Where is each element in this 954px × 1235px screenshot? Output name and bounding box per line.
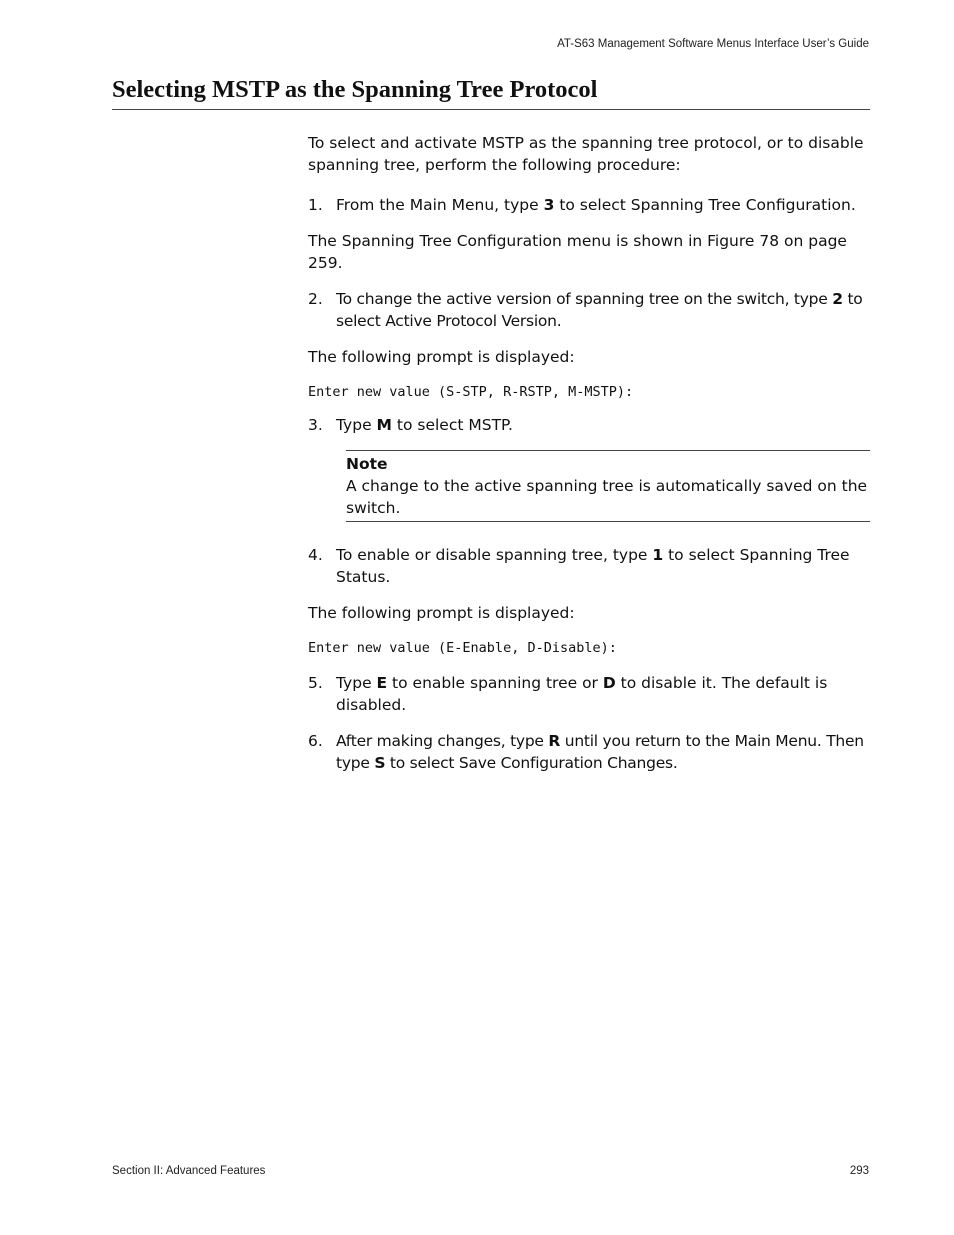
step-4	[308, 544, 870, 588]
step-number: 3.	[308, 416, 323, 434]
step-text: Type E to enable spanning tree or D to disable it. The default is disabled.	[336, 674, 828, 714]
step-6	[308, 730, 870, 774]
note-box	[346, 450, 870, 522]
footer-section: Section II: Advanced Features	[112, 1165, 266, 1177]
step-number: 5.	[308, 674, 323, 692]
step-2-detail: The following prompt is displayed:	[308, 348, 575, 366]
step-number: 6.	[308, 732, 323, 750]
step-text: To enable or disable spanning tree, type 1 to select Spanning Tree Status.	[336, 546, 850, 586]
step-number: 1.	[308, 196, 323, 214]
prompt-code-status: Enter new value (E-Enable, D-Disable):	[308, 640, 617, 656]
note-text: A change to the active spanning tree is automatically saved on the switch.	[346, 477, 868, 517]
title-rule	[112, 109, 870, 110]
note-label: Note	[346, 455, 388, 473]
step-text: From the Main Menu, type 3 to select Spanning Tree Configuration.	[336, 196, 856, 214]
content-body	[308, 132, 870, 774]
step-4-detail: The following prompt is displayed:	[308, 604, 575, 622]
step-text: After making changes, type R until you return to the Main Menu. Then type S to select Save Configuration Changes.	[336, 732, 864, 772]
step-2	[308, 288, 870, 332]
header-guide-title: AT-S63 Management Software Menus Interface User’s Guide	[557, 38, 869, 50]
step-number: 2.	[308, 290, 323, 308]
section-title: Selecting MSTP as the Spanning Tree Protocol	[112, 76, 598, 103]
intro-paragraph: To select and activate MSTP as the spanning tree protocol, or to disable spanning tree, perform the following procedure:	[308, 134, 864, 174]
step-3	[308, 414, 870, 436]
step-1-detail: The Spanning Tree Configuration menu is shown in Figure 78 on page 259.	[308, 232, 847, 272]
step-text: To change the active version of spanning tree on the switch, type 2 to select Active Protocol Version.	[336, 290, 863, 330]
prompt-code-protocol: Enter new value (S-STP, R-RSTP, M-MSTP):	[308, 384, 634, 400]
step-number: 4.	[308, 546, 323, 564]
step-5	[308, 672, 870, 716]
step-1	[308, 194, 870, 216]
step-text: Type M to select MSTP.	[336, 416, 513, 434]
footer-page-number: 293	[849, 1165, 869, 1177]
